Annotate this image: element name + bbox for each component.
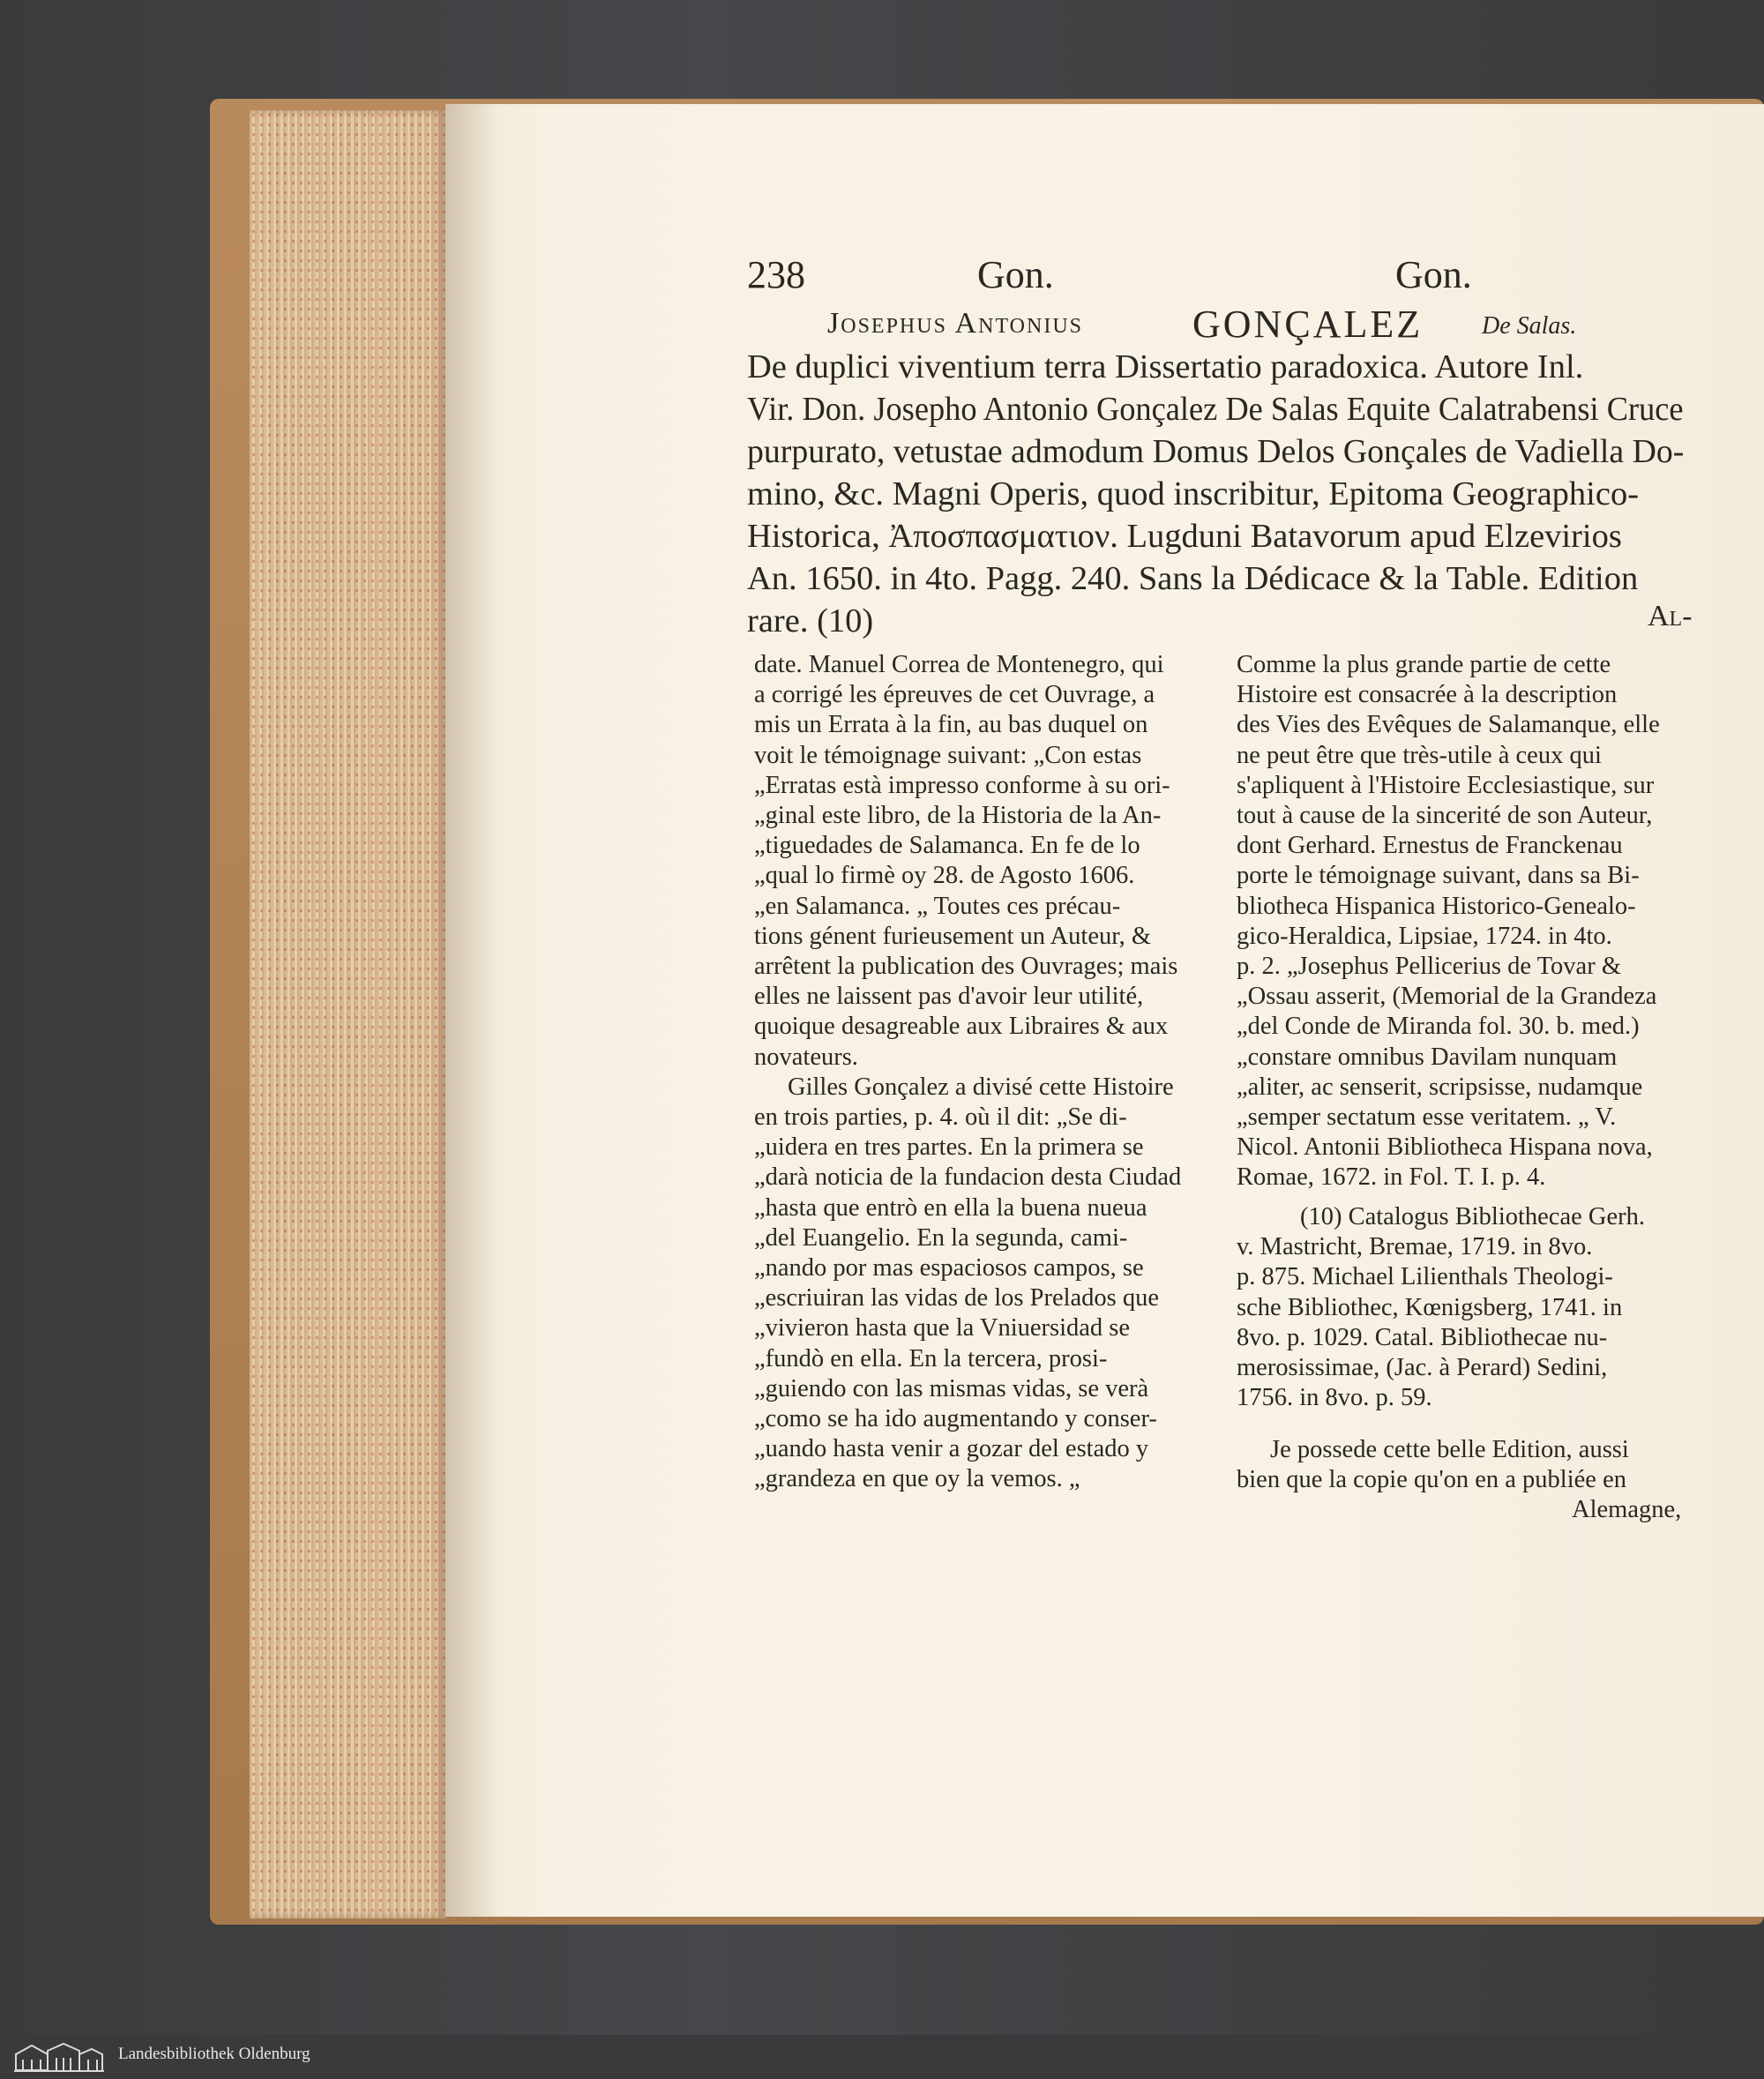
left-column-line: voit le témoignage suivant: „Con estas [754, 741, 1142, 769]
entry-line: De duplici viventium terra Dissertatio paradoxica. Autore Inl. [747, 348, 1584, 385]
right-column-line: p. 2. „Josephus Pellicerius de Tovar & [1237, 953, 1621, 980]
left-column-line: „tiguedades de Salamanca. En fe de lo [754, 832, 1140, 860]
left-column-line: en trois parties, p. 4. où il dit: „Se di- [754, 1103, 1127, 1131]
catchword-top: Al- [1648, 600, 1693, 632]
footnote-line: v. Mastricht, Bremae, 1719. in 8vo. [1237, 1233, 1593, 1261]
left-column-line: novateurs. [754, 1043, 858, 1071]
left-column-line: „uidera en tres partes. En la primera se [754, 1133, 1144, 1162]
right-column-line: ne peut être que très-utile à ceux qui [1237, 741, 1602, 769]
entry-line: An. 1650. in 4to. Pagg. 240. Sans la Dédicace & la Table. Edition [747, 560, 1639, 597]
left-column-line: „Erratas està impresso conforme à su ori- [754, 771, 1170, 799]
left-column-line: tions génent furieusement un Auteur, & [754, 922, 1152, 950]
footnote-line: p. 875. Michael Lilienthals Theologi- [1237, 1263, 1613, 1291]
left-column-line: „hasta que entrò en ella la buena nueua [754, 1193, 1147, 1222]
title-given-names: Josephus Antonius [827, 307, 1084, 340]
right-column-line: Comme la plus grande partie de cette [1237, 651, 1611, 678]
right-column-line: s'apliquent à l'Histoire Ecclesiastique, sur [1237, 771, 1655, 799]
gutter-shadow [445, 104, 498, 1917]
left-column-line: „en Salamanca. „ Toutes ces précau- [754, 892, 1121, 920]
library-name: Landesbibliothek Oldenburg [118, 2045, 310, 2063]
right-column-line: „semper sectatum esse veritatem. „ V. [1237, 1103, 1617, 1131]
entry-line: mino, &c. Magni Operis, quod inscribitur, Epitoma Geographico- [747, 475, 1640, 512]
footnote-line: (10) Catalogus Bibliothecae Gerh. [1300, 1203, 1645, 1230]
right-column-line: „aliter, ac senserit, scripsisse, nudamque [1237, 1073, 1643, 1101]
left-column-line: Gilles Gonçalez a divisé cette Histoire [788, 1073, 1174, 1101]
footnote-line: 8vo. p. 1029. Catal. Bibliothecae nu- [1237, 1323, 1608, 1351]
left-column-line: mis un Errata à la fin, au bas duquel on [754, 711, 1148, 739]
title-surname: GONÇALEZ [1192, 303, 1424, 346]
footnote-line: sche Bibliothec, Kœnigsberg, 1741. in [1237, 1293, 1623, 1321]
left-column-line: elles ne laissent pas d'avoir leur utilité, [754, 983, 1144, 1011]
left-column-line: „uando hasta venir a gozar del estado y [754, 1435, 1149, 1463]
right-column-line: gico-Heraldica, Lipsiae, 1724. in 4to. [1237, 922, 1612, 950]
title-suffix: De Salas. [1482, 312, 1577, 340]
left-column-line: „del Euangelio. En la segunda, cami- [754, 1223, 1128, 1252]
right-column-line: des Vies des Evêques de Salamanque, elle [1237, 711, 1660, 739]
running-head-left: Gon. [977, 253, 1054, 296]
right-column-line: „constare omnibus Davilam nunquam [1237, 1043, 1618, 1071]
left-column-line: date. Manuel Correa de Montenegro, qui [754, 651, 1164, 678]
closing-line: bien que la copie qu'on en a publiée en [1237, 1466, 1626, 1494]
right-column-line: porte le témoignage suivant, dans sa Bi- [1237, 862, 1640, 890]
footnote-line: merosissimae, (Jac. à Perard) Sedini, [1237, 1354, 1608, 1381]
left-column-line: „escriuiran las vidas de los Prelados que [754, 1284, 1160, 1312]
right-column-line: Nicol. Antonii Bibliotheca Hispana nova, [1237, 1133, 1653, 1162]
library-logo-icon [12, 2040, 106, 2074]
right-column-line: tout à cause de la sincerité de son Auteur, [1237, 802, 1653, 829]
left-column-line: „ginal este libro, de la Historia de la An- [754, 802, 1162, 829]
left-column-line: „vivieron hasta que la Vniuersidad se [754, 1314, 1131, 1342]
left-column-line: a corrigé les épreuves de cet Ouvrage, a [754, 681, 1155, 709]
left-column-line: „guiendo con las mismas vidas, se verà [754, 1374, 1149, 1402]
right-column-line: bliotheca Hispanica Historico-Genealo- [1237, 892, 1636, 920]
left-column-line: arrêtent la publication des Ouvrages; mais [754, 953, 1178, 980]
footnote-line: 1756. in 8vo. p. 59. [1237, 1384, 1432, 1412]
closing-line: Alemagne, [1572, 1496, 1682, 1524]
right-column-line: „del Conde de Miranda fol. 30. b. med.) [1237, 1013, 1640, 1041]
left-column-line: „nando por mas espaciosos campos, se [754, 1254, 1144, 1282]
entry-line: purpurato, vetustae admodum Domus Delos Gonçales de Vadiella Do- [747, 433, 1685, 470]
left-column-line: „como se ha ido augmentando y conser- [754, 1405, 1157, 1432]
right-column-line: Romae, 1672. in Fol. T. I. p. 4. [1237, 1163, 1546, 1192]
right-column-line: „Ossau asserit, (Memorial de la Grandeza [1237, 983, 1657, 1011]
left-column-line: quoique desagreable aux Libraires & aux [754, 1013, 1169, 1041]
left-column-line: „darà noticia de la fundacion desta Ciudad [754, 1163, 1182, 1192]
left-column-line: „grandeza en que oy la vemos. „ [754, 1465, 1080, 1493]
page-edges [250, 110, 445, 1918]
entry-line: Vir. Don. Josepho Antonio Gonçalez De Salas Equite Calatrabensi Cruce [747, 391, 1684, 428]
entry-line: Historica, Ἀποσπασματιον. Lugduni Batavorum apud Elzevirios [747, 518, 1622, 555]
red-speckled-edge [250, 110, 445, 1918]
closing-line: Je possede cette belle Edition, aussi [1270, 1436, 1629, 1463]
right-column-line: Histoire est consacrée à la description [1237, 681, 1618, 709]
right-column-line: dont Gerhard. Ernestus de Franckenau [1237, 832, 1623, 860]
left-column-line: „fundò en ella. En la tercera, prosi- [754, 1344, 1108, 1372]
page-number: 238 [747, 253, 805, 296]
left-column-line: „qual lo firmè oy 28. de Agosto 1606. [754, 862, 1135, 890]
running-head-right: Gon. [1395, 253, 1472, 296]
entry-line: rare. (10) [747, 602, 874, 639]
